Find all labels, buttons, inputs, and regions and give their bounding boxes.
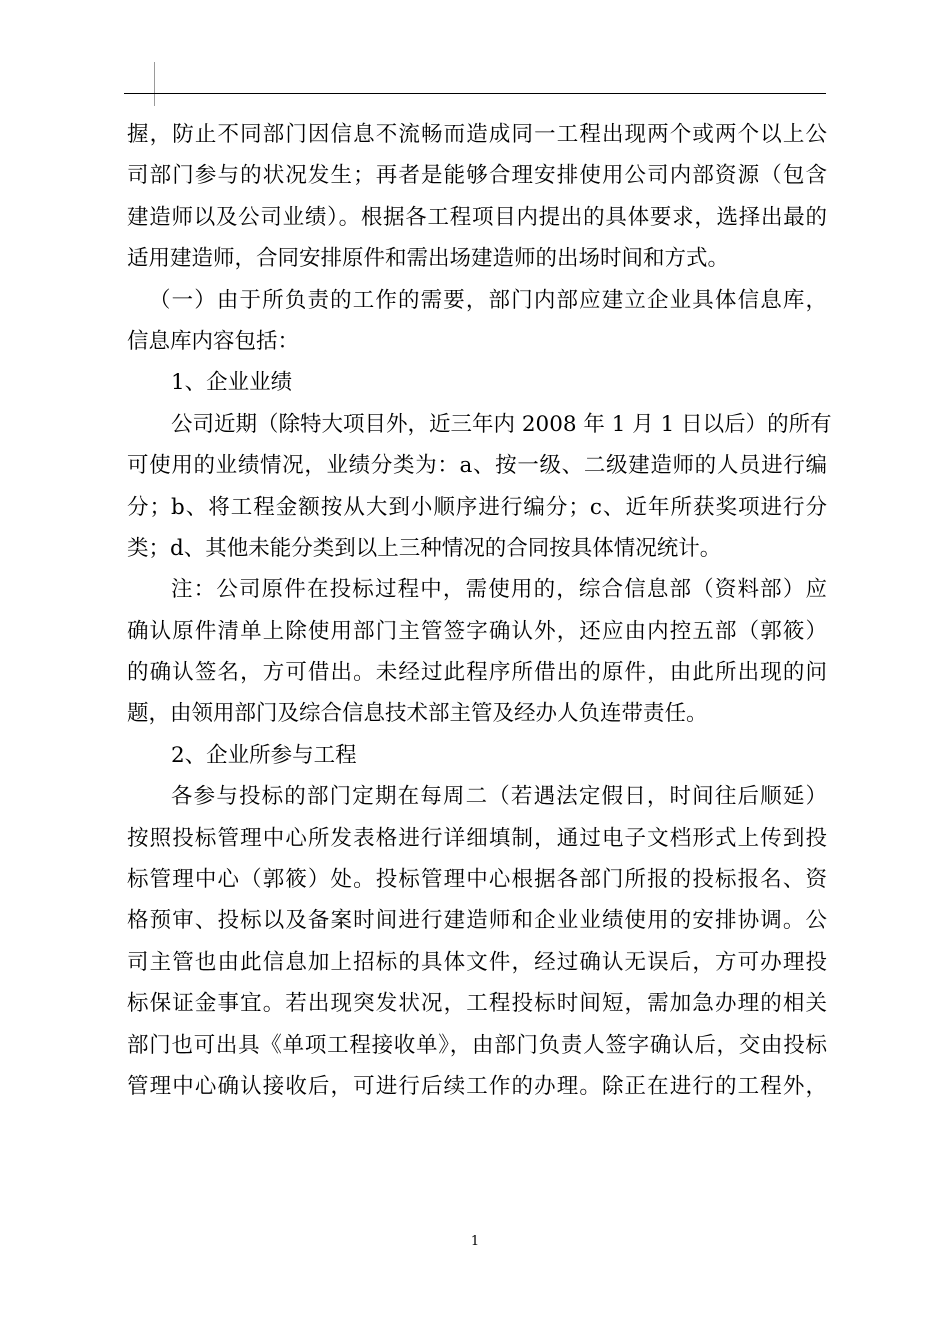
page-number: 1: [470, 1234, 480, 1249]
text-line: 确认原件清单上除使用部门主管签字确认外，还应由内控五部（郭筱）: [127, 618, 827, 644]
text-line: 标保证金事宜。若出现突发状况，工程投标时间短，需加急办理的相关: [127, 991, 827, 1017]
text-line: 司主管也由此信息加上招标的具体文件，经过确认无误后，方可办理投: [127, 949, 827, 975]
text-line: 握，防止不同部门因信息不流畅而造成同一工程出现两个或两个以上公: [127, 122, 827, 147]
text-line: 的确认签名，方可借出。未经过此程序所借出的原件，由此所出现的问: [127, 660, 827, 686]
text-line: 适用建造师，合同安排原件和需出场建造师的出场时间和方式。: [127, 246, 730, 272]
text-line: 建造师以及公司业绩）。根据各工程项目内提出的具体要求，选择出最的: [127, 204, 827, 230]
section-heading: 1、企业业绩: [171, 370, 293, 396]
text-line: （一）由于所负责的工作的需要，部门内部应建立企业具体信息库，: [149, 287, 827, 313]
text-line: 分；b、将工程金额按从大到小顺序进行编分；c、近年所获奖项进行分: [127, 494, 827, 520]
document-body: [127, 114, 832, 1107]
text-line: 标管理中心（郭筱）处。投标管理中心根据各部门所报的投标报名、资: [127, 867, 827, 893]
header-rule: [124, 93, 826, 94]
text-line: 题，由领用部门及综合信息技术部主管及经办人负连带责任。: [127, 701, 708, 727]
text-line: 各参与投标的部门定期在每周二（若遇法定假日，时间往后顺延）: [171, 784, 827, 810]
corner-mark-vertical: [154, 62, 155, 106]
text-line: 公司近期（除特大项目外，近三年内 2008 年 1 月 1 日以后）的所有: [171, 411, 832, 437]
text-line: 类；d、其他未能分类到以上三种情况的合同按具体情况统计。: [127, 535, 722, 561]
text-line: 按照投标管理中心所发表格进行详细填制，通过电子文档形式上传到投: [127, 825, 827, 851]
text-line: 注：公司原件在投标过程中，需使用的，综合信息部（资料部）应: [171, 577, 827, 603]
text-line: 部门也可出具《单项工程接收单》，由部门负责人签字确认后，交由投标: [127, 1032, 827, 1058]
text-line: 信息库内容包括：: [127, 328, 300, 354]
text-line: 管理中心确认接收后，可进行后续工作的办理。除正在进行的工程外，: [127, 1073, 827, 1099]
text-line: 格预审、投标以及备案时间进行建造师和企业业绩使用的安排协调。公: [127, 908, 827, 934]
text-line: 司部门参与的状况发生；再者是能够合理安排使用公司内部资源（包含: [127, 163, 827, 189]
text-line: 可使用的业绩情况，业绩分类为：a、按一级、二级建造师的人员进行编: [127, 453, 827, 479]
section-heading: 2、企业所参与工程: [171, 742, 357, 768]
